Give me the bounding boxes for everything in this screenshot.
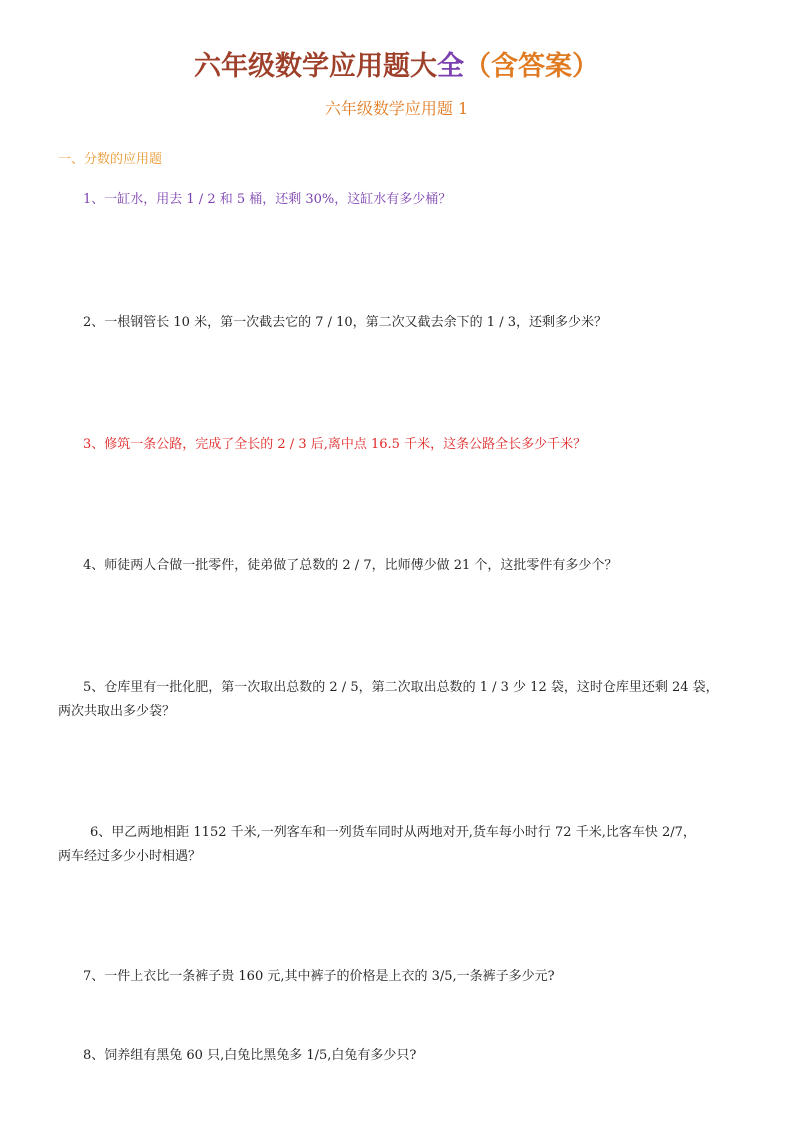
page-title — [0, 48, 793, 86]
page-subtitle: 六年级数学应用题 1 — [324, 99, 469, 118]
question-3 — [83, 433, 586, 457]
question-2 — [83, 311, 607, 335]
question-7 — [83, 965, 555, 989]
question-4-line-1: 4、师徒两人合做一批零件，徒弟做了总数的 2 / 7，比师傅少做 21 个，这批零件有多少个？ — [83, 558, 618, 573]
question-8-line-1: 8、饲养组有黑兔 60 只,白兔比黑兔多 1/5,白兔有多少只? — [83, 1048, 417, 1063]
question-3-line-1: 3、修筑一条公路，完成了全长的 2 / 3 后,离中点 16.5 千米，这条公路全长多少千米？ — [83, 437, 587, 452]
section-heading: 一、分数的应用题 — [58, 152, 163, 167]
title-part-b: 全 — [437, 51, 464, 82]
question-8 — [83, 1044, 416, 1068]
question-5 — [58, 676, 719, 724]
question-1-line-1: 1、一缸水，用去 1 / 2 和 5 桶，还剩 30%，这缸水有多少桶？ — [83, 192, 452, 207]
question-6 — [58, 821, 696, 869]
question-1 — [83, 188, 451, 212]
question-6-line-2: 两车经过多少小时相遇？ — [58, 849, 202, 864]
question-6-line-1: 6、甲乙两地相距 1152 千米,一列客车和一列货车同时从两地对开,货车每小时行 72 千米,比客车快 2/7， — [90, 825, 696, 840]
question-5-line-2: 两次共取出多少袋？ — [58, 704, 176, 719]
question-7-line-1: 7、一件上衣比一条裤子贵 160 元,其中裤子的价格是上衣的 3/5,一条裤子多少元? — [83, 969, 555, 984]
title-part-c: （含答案） — [464, 51, 599, 82]
question-2-line-1: 2、一根钢管长 10 米，第一次截去它的 7 / 10，第二次又截去余下的 1 / 3，还剩多少米？ — [83, 315, 607, 330]
title-part-a: 六年级数学应用题大 — [194, 51, 437, 82]
question-4 — [83, 554, 617, 578]
question-5-line-1: 5、仓库里有一批化肥，第一次取出总数的 2 / 5，第二次取出总数的 1 / 3 少 12 袋，这时仓库里还剩 24 袋， — [83, 680, 719, 695]
